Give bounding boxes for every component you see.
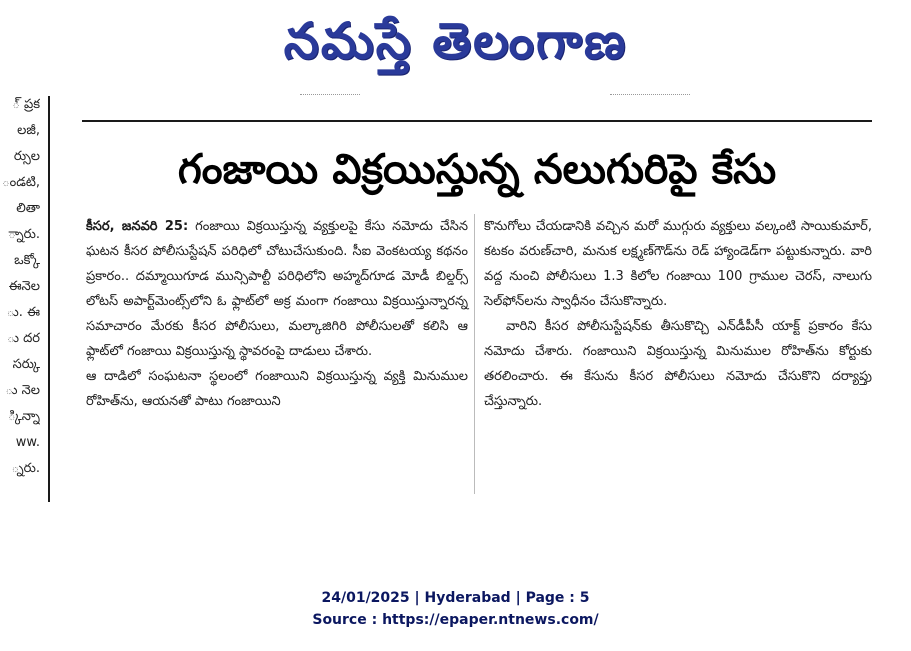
paragraph: వారిని కీసర పోలీసుస్టేషన్‌కు తీసుకొచ్చి ఎన్‌డీపీసీ యాక్ట్ ప్రకారం కేసు నమోదు చేశారు. గంజాయిని విక్రయిస్తున్న మినుముల రోహిత్‌ను కోర్టుకు తరలించారు. ఈ కేసును కీసర పోలీసులు నమోదు చేసుకొని దర్యాప్తు చేస్తున్నారు. — [484, 319, 872, 409]
fragment-line: లితా — [16, 201, 40, 216]
adjacent-article-fragments — [0, 92, 40, 502]
fragment-line: ు నెల — [5, 383, 40, 398]
paragraph — [86, 214, 468, 364]
fragment-line: ww. — [15, 435, 40, 450]
clipped-text-stub — [610, 94, 690, 101]
paragraph: ఆ దాడిలో సంఘటనా స్థలంలో గంజాయిని విక్రయిస్తున్న వ్యక్తి మినుముల రోహిత్‌ను, ఆయనతో పాటు గంజాయిని — [86, 369, 468, 409]
fragment-line: ఈనెల — [8, 279, 40, 294]
article-headline: గంజాయి విక్రయిస్తున్న నలుగురిపై కేసు — [177, 145, 777, 193]
headline-rule — [82, 120, 872, 122]
footer-source-link[interactable]: Source : https://epaper.ntnews.com/ — [312, 612, 599, 628]
fragment-line: ు. ఈ — [6, 305, 40, 320]
fragment-line: సర్కు — [12, 357, 40, 372]
clipped-text-stub — [300, 94, 360, 101]
fragment-line: ు దర — [6, 331, 40, 346]
fragment-line: ఒక్కో — [14, 253, 40, 268]
paragraph: కొనుగోలు చేయడానికి వచ్చిన మరో ముగ్గురు వ్యక్తులు వల్కంటి సాయికుమార్, కటకం వరుణ్‌చారి, మనుక లక్ష్మణ్‌గౌడ్‌ను రెడ్ హ్యాండెడ్‌గా పట్టుకున్నారు. వారి వద్ద నుంచి పోలీసులు 1.3 కిలోల గంజాయి 100 గ్రాముల చెరస్, నాలుగు సెల్‌ఫోన్‌లను స్వాధీనం చేసుకొన్నారు. — [484, 219, 872, 309]
fragment-line: లజీ, — [17, 123, 40, 138]
footer-date-edition: 24/01/2025 | Hyderabad | Page : 5 — [321, 590, 590, 606]
fragment-line: ్నారు. — [8, 227, 40, 242]
paragraph-text: గంజాయి విక్రయిస్తున్న వ్యక్తులపై కేసు నమోదు చేసిన ఘటన కీసర పోలీసుస్టేషన్ పరిధిలో చోటుచేసుకుంది. సీఐ వెంకటయ్య కథనం ప్రకారం.. దమ్మాయిగూడ మున్సిపాల్టీ పరిధిలోని అహ్మద్‌గూడ మోడీ బిల్డర్స్ లోటస్ అపార్ట్‌మెంట్స్‌లోని ఓ ఫ్లాట్‌లో అక్ర మంగా గంజాయి విక్రయిస్తున్నారన్న సమాచారం మేరకు కీసర పోలీసులు, మల్కాజిగిరి పోలీసులతో కలిసి ఆ ఫ్లాట్‌లో గంజాయి విక్రయిస్తున్న స్థావరంపై దాడులు చేశారు. — [86, 219, 468, 359]
column-divider — [48, 96, 50, 502]
article-column-2 — [484, 214, 872, 414]
masthead-logo: నమస్తే తెలంగాణ — [283, 11, 628, 70]
fragment-line: ్కిన్నా — [7, 409, 40, 424]
column-gutter — [474, 214, 475, 494]
fragment-line: ండటి, — [2, 175, 40, 190]
fragment-line: ర్సుల — [13, 149, 40, 164]
article-column-1 — [86, 214, 468, 414]
dateline: కీసర, జనవరి 25: — [86, 219, 189, 234]
fragment-line: ్ ప్రక — [12, 97, 40, 112]
fragment-line: ్నరు. — [11, 461, 40, 476]
